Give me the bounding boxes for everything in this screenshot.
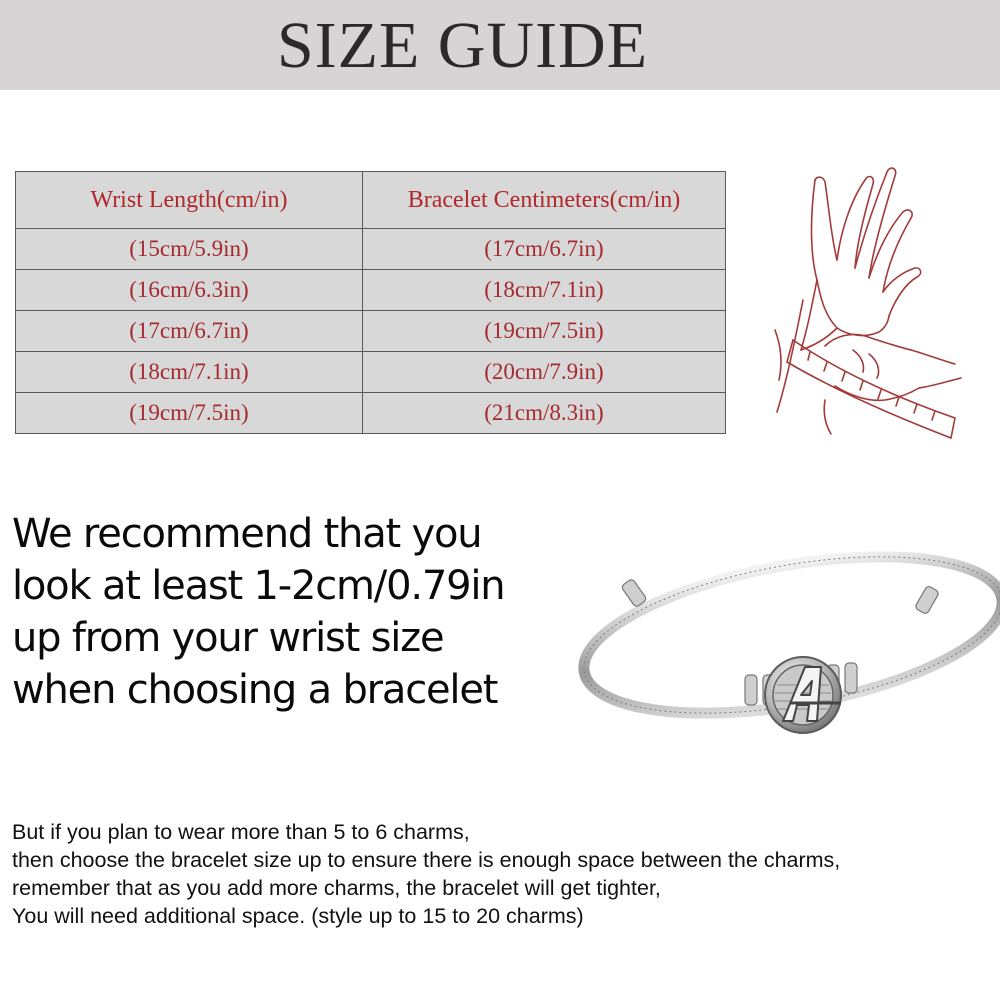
note-line: remember that as you add more charms, the bracelet will get tighter,: [12, 876, 661, 900]
wrist-length-cell: (18cm/7.1in): [16, 352, 363, 393]
charm-sizing-notes: [12, 818, 997, 930]
table-row: [16, 352, 726, 393]
wrist-length-cell: (15cm/5.9in): [16, 229, 363, 270]
header-bracelet-length: Bracelet Centimeters(cm/in): [363, 172, 726, 229]
bracelet-length-cell: (17cm/6.7in): [363, 229, 726, 270]
size-chart-table: [15, 171, 726, 434]
table-row: [16, 311, 726, 352]
note-line: then choose the bracelet size up to ensure there is enough space between the charms,: [12, 848, 841, 872]
recommendation-line: when choosing a bracelet: [12, 667, 498, 713]
recommendation-line: up from your wrist size: [12, 615, 444, 661]
table-row: [16, 393, 726, 434]
page-title: SIZE GUIDE: [276, 9, 649, 82]
hand-measuring-wrist-illustration: [765, 150, 985, 460]
recommendation-line: We recommend that you: [12, 511, 482, 557]
bracelet-length-cell: (21cm/8.3in): [363, 393, 726, 434]
note-line: You will need additional space. (style up to 15 to 20 charms): [12, 904, 584, 928]
bracelet-length-cell: (18cm/7.1in): [363, 270, 726, 311]
wrist-length-cell: (16cm/6.3in): [16, 270, 363, 311]
wrist-length-cell: (19cm/7.5in): [16, 393, 363, 434]
recommendation-line: look at least 1-2cm/0.79in: [12, 563, 505, 609]
bracelet-product-image: [565, 535, 1000, 765]
size-recommendation: [12, 508, 572, 716]
table-row: [16, 270, 726, 311]
table-header-row: [16, 172, 726, 229]
bracelet-length-cell: (20cm/7.9in): [363, 352, 726, 393]
note-line: But if you plan to wear more than 5 to 6 charms,: [12, 820, 470, 844]
header-wrist-length: Wrist Length(cm/in): [16, 172, 363, 229]
bracelet-length-cell: (19cm/7.5in): [363, 311, 726, 352]
title-banner: [0, 0, 1000, 90]
table-row: [16, 229, 726, 270]
wrist-length-cell: (17cm/6.7in): [16, 311, 363, 352]
